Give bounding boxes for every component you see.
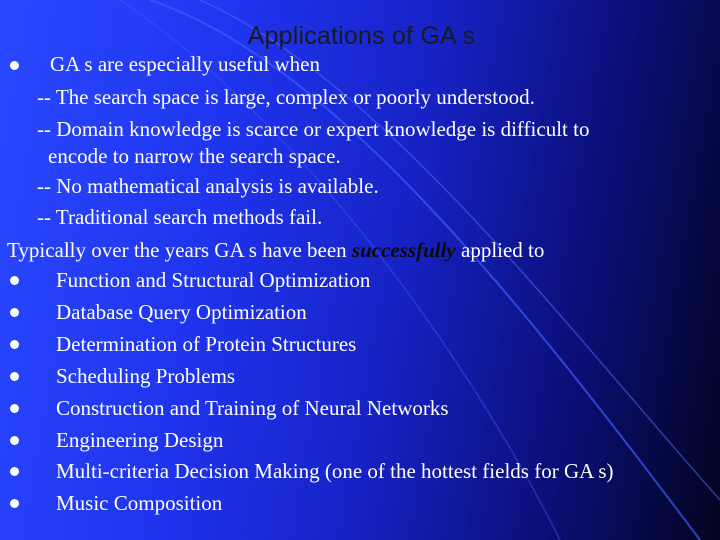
typically-before: Typically over the years GA s have been <box>7 238 352 262</box>
bullet-icon <box>10 308 19 317</box>
bullet-icon <box>10 372 19 381</box>
bullet-icon <box>10 436 19 445</box>
typically-line <box>7 238 544 263</box>
application-item: Construction and Training of Neural Networks <box>56 396 449 420</box>
application-item: Engineering Design <box>56 428 224 452</box>
typically-emphasis: successfully <box>351 238 456 262</box>
slide-title: Applications of GA s <box>247 22 476 50</box>
condition-line: -- No mathematical analysis is available. <box>37 174 379 198</box>
condition-line: -- The search space is large, complex or poorly understood. <box>37 85 535 109</box>
application-item: Music Composition <box>56 491 223 515</box>
application-item: Multi-criteria Decision Making (one of the hottest fields for GA s) <box>56 459 614 483</box>
bullet-icon <box>10 340 19 349</box>
bullet-icon <box>10 467 19 476</box>
bullet-icon <box>10 499 19 508</box>
bullet-icon <box>10 61 19 70</box>
application-item: Database Query Optimization <box>56 300 307 324</box>
condition-line: -- Traditional search methods fail. <box>37 205 323 229</box>
bullet-icon <box>10 404 19 413</box>
bullet-icon <box>10 276 19 285</box>
application-item: Function and Structural Optimization <box>56 268 371 292</box>
application-item: Determination of Protein Structures <box>56 332 357 356</box>
typically-after: applied to <box>455 238 545 262</box>
condition-line-continued: encode to narrow the search space. <box>48 144 341 168</box>
condition-line: -- Domain knowledge is scarce or expert knowledge is difficult to <box>37 117 590 141</box>
application-item: Scheduling Problems <box>56 364 236 388</box>
intro-text: GA s are especially useful when <box>50 52 320 76</box>
